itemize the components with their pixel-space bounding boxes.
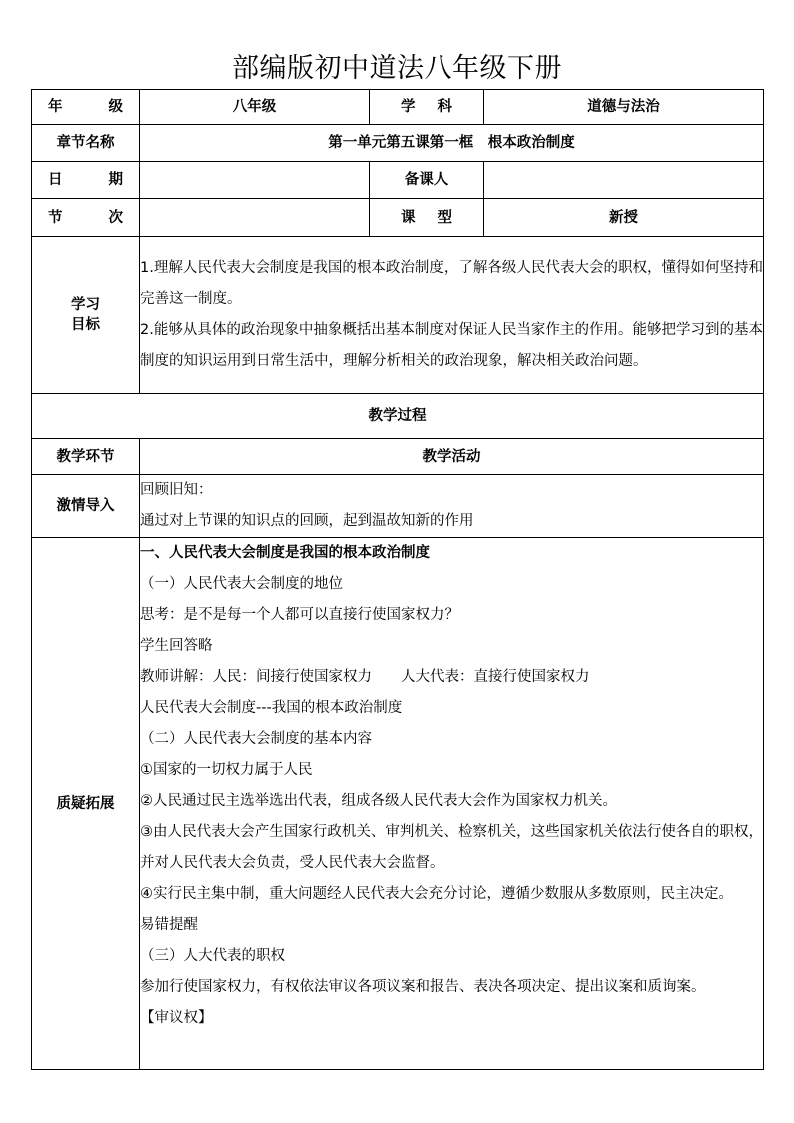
explore-line: 学生回答略: [140, 638, 213, 654]
explore-line: 人民代表大会制度---我国的根本政治制度: [140, 700, 403, 716]
lesson-plan-table: [31, 89, 764, 1070]
row-grade-subject: [32, 90, 764, 125]
row-objectives: [32, 237, 764, 394]
grade-value: 八年级: [140, 90, 370, 125]
intro-line: 通过对上节课的知识点的回顾，起到温故知新的作用: [140, 513, 474, 529]
explore-line: 思考：是不是每一个人都可以直接行使国家权力？: [140, 607, 459, 623]
stage-column-header: 教学环节: [32, 439, 140, 475]
type-label: 课 型: [370, 199, 484, 237]
explore-line: 易错提醒: [140, 917, 198, 933]
activity-column-header: 教学活动: [140, 439, 764, 475]
explore-line: ④实行民主集中制，重大问题经人民代表大会充分讨论，遵循少数服从多数原则，民主决定。: [140, 886, 733, 902]
grade-label: 年 级: [32, 90, 140, 125]
explore-line: （一）人民代表大会制度的地位: [140, 576, 343, 592]
date-label: 日 期: [32, 162, 140, 199]
process-header: 教学过程: [32, 394, 764, 439]
explore-line: ①国家的一切权力属于人民: [140, 762, 313, 778]
intro-content: [140, 475, 764, 538]
subject-value: 道德与法治: [484, 90, 764, 125]
row-date-preparer: [32, 162, 764, 199]
objectives-label: 学习 目标: [32, 237, 140, 394]
row-column-headers: [32, 439, 764, 475]
objective-item: 2.能够从具体的政治现象中抽象概括出基本制度对保证人民当家作主的作用。能够把学习到的基本制度的知识运用到日常生活中，理解分析相关的政治现象，解决相关政治问题。: [140, 322, 763, 369]
subject-label: 学 科: [370, 90, 484, 125]
objectives-content: [140, 237, 764, 394]
period-label: 节 次: [32, 199, 140, 237]
period-value: [140, 199, 370, 237]
explore-line: （三）人大代表的职权: [140, 948, 285, 964]
explore-line: （二）人民代表大会制度的基本内容: [140, 731, 372, 747]
row-explore: [32, 538, 764, 1070]
preparer-label: 备课人: [370, 162, 484, 199]
row-process-header: [32, 394, 764, 439]
explore-content: [140, 538, 764, 1070]
explore-heading: 一、人民代表大会制度是我国的根本政治制度: [140, 545, 430, 561]
explore-label: 质疑拓展: [32, 538, 140, 1070]
explore-line: 教师讲解：人民：间接行使国家权力 人大代表：直接行使国家权力: [140, 669, 590, 685]
explore-line: 参加行使国家权力，有权依法审议各项议案和报告、表决各项决定、提出议案和质询案。: [140, 979, 706, 995]
row-chapter: [32, 125, 764, 162]
chapter-label: 章节名称: [32, 125, 140, 162]
row-intro: [32, 475, 764, 538]
type-value: 新授: [484, 199, 764, 237]
document-title: 部编版初中道法八年级下册: [232, 53, 562, 84]
objective-item: 1.理解人民代表大会制度是我国的根本政治制度，了解各级人民代表大会的职权，懂得如何坚持和完善这一制度。: [140, 260, 763, 307]
explore-line: 【审议权】: [140, 1010, 213, 1026]
preparer-value: [484, 162, 764, 199]
date-value: [140, 162, 370, 199]
explore-line: ②人民通过民主选举选出代表，组成各级人民代表大会作为国家权力机关。: [140, 793, 617, 809]
row-period-type: [32, 199, 764, 237]
chapter-value: 第一单元第五课第一框 根本政治制度: [140, 125, 764, 162]
explore-line: ③由人民代表大会产生国家行政机关、审判机关、检察机关，这些国家机关依法行使各自的职权，并对人民代表大会负责，受人民代表大会监督。: [140, 824, 763, 871]
intro-line: 回顾旧知：: [140, 482, 213, 498]
intro-label: 激情导入: [32, 475, 140, 538]
